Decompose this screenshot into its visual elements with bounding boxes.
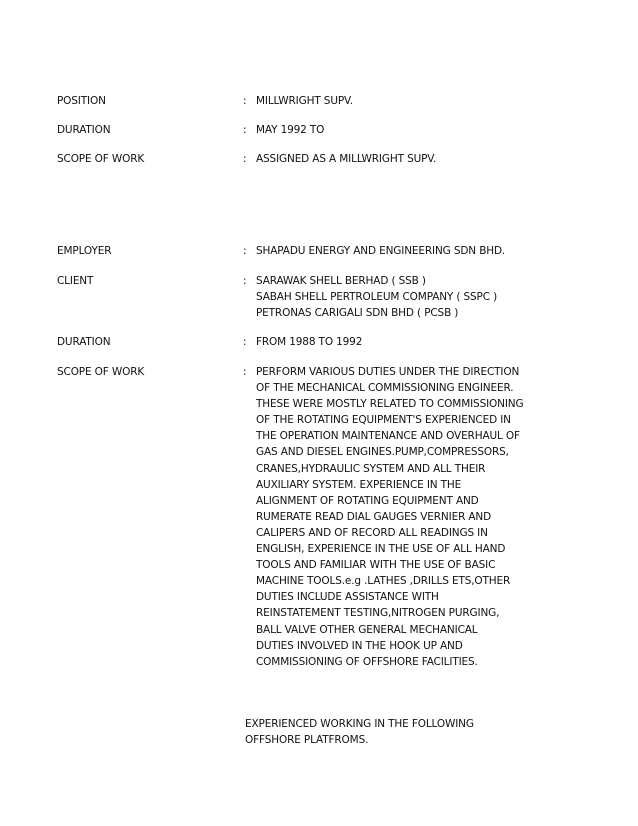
position-value [256, 93, 596, 109]
scope-line: ALIGNMENT OF ROTATING EQUIPMENT AND [256, 494, 479, 507]
client-label: CLIENT [57, 275, 94, 287]
scope-line: OF THE MECHANICAL COMMISSIONING ENGINEER. [256, 382, 514, 395]
scope-of-work-value-line: ASSIGNED AS A MILLWRIGHT SUPV. [256, 153, 437, 165]
scope-line: OF THE ROTATING EQUIPMENT'S EXPERIENCED IN [256, 414, 511, 427]
scope-of-work-colon: : [243, 366, 247, 378]
scope-of-work-value [256, 151, 596, 167]
scope-line: COMMISSIONING OF OFFSHORE FACILITIES. [256, 655, 478, 668]
client-line: SARAWAK SHELL BERHAD ( SSB ) [256, 275, 426, 287]
scope-line: CALIPERS AND OF RECORD ALL READINGS IN [256, 526, 488, 539]
client-value [256, 273, 596, 321]
scope-of-work-label: SCOPE OF WORK [57, 153, 145, 165]
position-value-line: MILLWRIGHT SUPV. [256, 95, 353, 107]
offshore-platforms-intro [245, 716, 605, 748]
duration-label: DURATION [57, 124, 111, 136]
scope-line: PERFORM VARIOUS DUTIES UNDER THE DIRECTION [256, 366, 520, 378]
duration-label: DURATION [57, 336, 111, 348]
footer-line: EXPERIENCED WORKING IN THE FOLLOWING [245, 718, 474, 730]
duration-value-line: MAY 1992 TO [256, 124, 325, 136]
scope-line: ENGLISH, EXPERIENCE IN THE USE OF ALL HAND [256, 543, 506, 556]
scope-line: RUMERATE READ DIAL GAUGES VERNIER AND [256, 510, 492, 523]
scope-of-work-value [256, 364, 596, 670]
scope-line: GAS AND DIESEL ENGINES.PUMP,COMPRESSORS, [256, 446, 509, 459]
employer-label: EMPLOYER [57, 245, 112, 257]
scope-line: REINSTATEMENT TESTING,NITROGEN PURGING, [256, 607, 500, 620]
position-colon: : [243, 95, 247, 107]
employer-colon: : [243, 245, 247, 257]
scope-of-work-label: SCOPE OF WORK [57, 366, 145, 378]
scope-line: DUTIES INVOLVED IN THE HOOK UP AND [256, 639, 463, 652]
scope-line: AUXILIARY SYSTEM. EXPERIENCE IN THE [256, 478, 462, 491]
duration-value [256, 122, 596, 138]
scope-line: CRANES,HYDRAULIC SYSTEM AND ALL THEIR [256, 462, 486, 475]
scope-line: THESE WERE MOSTLY RELATED TO COMMISSIONING [256, 398, 524, 411]
employer-value-line: SHAPADU ENERGY AND ENGINEERING SDN BHD. [256, 245, 506, 257]
client-line: SABAH SHELL PERTROLEUM COMPANY ( SSPC ) [256, 291, 498, 304]
employer-value [256, 243, 596, 259]
duration-value-line: FROM 1988 TO 1992 [256, 336, 363, 348]
scope-line: BALL VALVE OTHER GENERAL MECHANICAL [256, 623, 478, 636]
duration-colon: : [243, 336, 247, 348]
scope-of-work-colon: : [243, 153, 247, 165]
duration-colon: : [243, 124, 247, 136]
scope-line: TOOLS AND FAMILIAR WITH THE USE OF BASIC [256, 559, 496, 572]
footer-line: OFFSHORE PLATFROMS. [245, 734, 369, 747]
position-label: POSITION [57, 95, 106, 107]
duration-value [256, 334, 596, 350]
scope-line: DUTIES INCLUDE ASSISTANCE WITH [256, 591, 439, 604]
client-colon: : [243, 275, 247, 287]
client-line: PETRONAS CARIGALI SDN BHD ( PCSB ) [256, 307, 459, 320]
scope-line: MACHINE TOOLS.e.g .LATHES ,DRILLS ETS,OTHER [256, 575, 511, 588]
scope-line: THE OPERATION MAINTENANCE AND OVERHAUL OF [256, 430, 520, 443]
